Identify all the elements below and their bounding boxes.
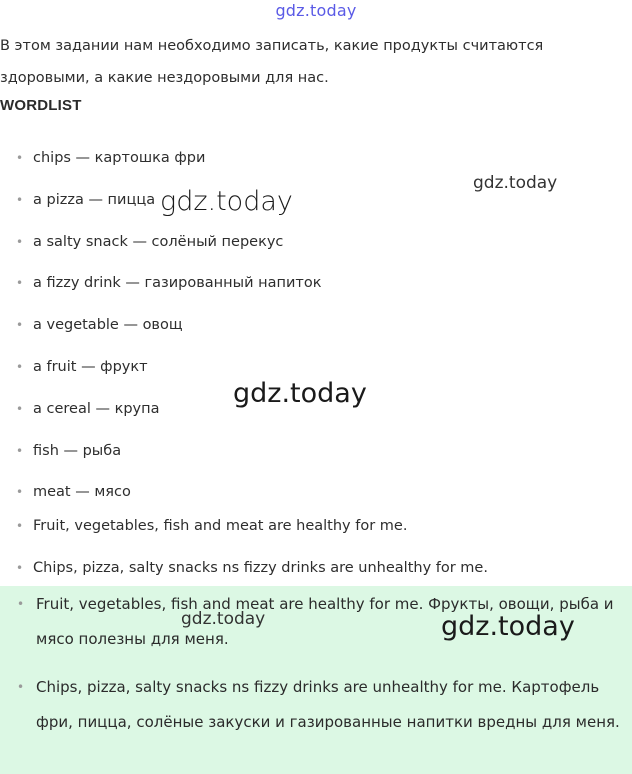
wordlist-item-text: a fruit — фрукт [33,358,148,375]
wordlist-item-text: a pizza — пицца [33,191,156,208]
bullet-icon: • [16,192,24,207]
wordlist-item-text: a cereal — крупа [33,400,160,417]
translation-item-text: Chips, pizza, salty snacks ns fizzy drinks are unhealthy for me. Картофель фри, пицца, солёные закуски и газированные напитки вредны для меня. [36,678,620,731]
bullet-icon: • [16,276,24,291]
answer-item [0,547,488,589]
translation-item [0,670,632,740]
bullet-icon: • [16,561,24,575]
answer-list [0,505,488,589]
wordlist-item [0,305,321,347]
answer-item-text: Chips, pizza, salty snacks ns fizzy drinks are unhealthy for me. [33,560,488,576]
wordlist-item-text: a vegetable — овощ [33,317,183,334]
bullet-icon: • [17,680,25,694]
answer-item [0,505,488,547]
wordlist-item [0,263,321,305]
watermark: gdz.today [441,611,575,642]
bullet-icon: • [16,151,24,165]
bullet-icon: • [16,318,24,333]
wordlist-item [0,431,321,473]
bullet-icon: • [16,519,24,533]
wordlist-item-text: a salty snack — солёный перекус [33,233,284,250]
top-watermark: gdz.today [275,1,357,20]
bullet-icon: • [16,443,24,458]
wordlist-item [0,138,321,180]
translation-list [0,587,632,740]
wordlist-heading: WORDLIST [0,97,82,114]
watermark: gdz.today [233,378,367,409]
watermark: gdz.today [160,186,293,217]
watermark: gdz.today [181,609,266,629]
bullet-icon: • [16,359,24,374]
wordlist-item-text: a fizzy drink — газированный напиток [33,275,322,292]
translation-item-text: Fruit, vegetables, fish and meat are healthy for me. Фрукты, овощи, рыба и мясо полезны для меня. [36,595,614,648]
answer-item-text: Fruit, vegetables, fish and meat are healthy for me. [33,518,408,534]
wordlist-item-text: chips — картошка фри [33,150,206,166]
wordlist-item-text: fish — рыба [33,442,122,459]
bullet-icon: • [17,597,25,611]
watermark: gdz.today [473,173,558,193]
bullet-icon: • [16,485,24,500]
bullet-icon: • [16,234,24,249]
wordlist-item-text: meat — мясо [33,484,131,501]
wordlist-item [0,222,321,264]
intro-paragraph: В этом задании нам необходимо записать, какие продукты считаются здоровыми, а какие нездоровыми для нас. [0,38,544,86]
bullet-icon: • [16,401,24,416]
